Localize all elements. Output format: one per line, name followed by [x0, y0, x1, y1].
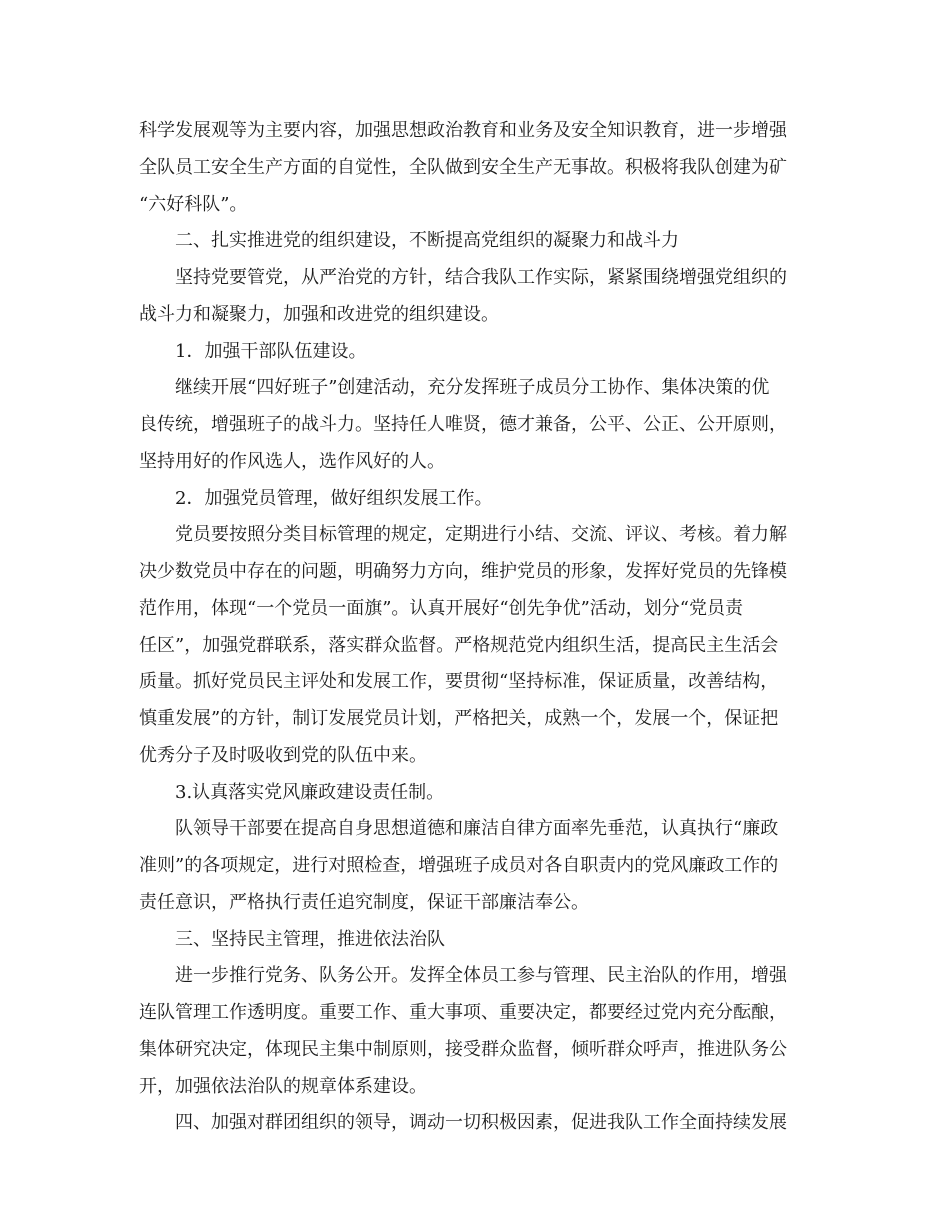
- text-line: 决少数党员中存在的问题，明确努力方向，维护党员的形象，发挥好党员的先锋模: [139, 561, 787, 582]
- text-line: 坚持党要管党，从严治党的方针，结合我队工作实际，紧紧围绕增强党组织的: [175, 267, 787, 288]
- text-line: 队领导干部要在提高自身思想道德和廉洁自律方面率先垂范，认真执行“廉政: [175, 818, 779, 839]
- text-line: 开，加强依法治队的规章体系建设。: [139, 1076, 427, 1097]
- text-line: 良传统，增强班子的战斗力。坚持任人唯贤，德才兼备，公平、公正、公开原则，: [139, 414, 787, 435]
- text-line: 科学发展观等为主要内容，加强思想政治教育和业务及安全知识教育，进一步增强: [139, 120, 787, 141]
- text-line: 优秀分子及时吸收到党的队伍中来。: [139, 745, 427, 766]
- text-line: 范作用，体现“一个党员一面旗”。认真开展好“创先争优”活动，划分“党员责: [139, 598, 744, 619]
- text-line: 继续开展“四好班子”创建活动，充分发挥班子成员分工协作、集体决策的优: [175, 377, 770, 398]
- section-heading: 四、加强对群团组织的领导，调动一切积极因素，促进我队工作全面持续发展: [175, 1112, 787, 1133]
- text-line: 连队管理工作透明度。重要工作、重大事项、重要决定，都要经过党内充分酝酿，: [139, 1002, 787, 1023]
- subsection-heading: 2．加强党员管理，做好组织发展工作。: [175, 488, 493, 509]
- text-line: 党员要按照分类目标管理的规定，定期进行小结、交流、评议、考核。着力解: [175, 524, 787, 545]
- text-line: 集体研究决定，体现民主集中制原则，接受群众监督，倾听群众呼声，推进队务公: [139, 1039, 787, 1060]
- text-line: “六好科队”。: [139, 194, 248, 215]
- text-line: 进一步推行党务、队务公开。发挥全体员工参与管理、民主治队的作用，增强: [175, 965, 787, 986]
- text-line: 全队员工安全生产方面的自觉性，全队做到安全生产无事故。积极将我队创建为矿: [139, 157, 787, 178]
- text-line: 慎重发展”的方针，制订发展党员计划，严格把关，成熟一个，发展一个，保证把: [139, 708, 779, 729]
- text-line: 准则”的各项规定，进行对照检查，增强班子成员对各自职责内的党风廉政工作的: [139, 855, 779, 876]
- text-line: 战斗力和凝聚力，加强和改进党的组织建设。: [139, 304, 499, 325]
- section-heading: 三、坚持民主管理，推进依法治队: [175, 929, 445, 950]
- text-line: 坚持用好的作风选人，选作风好的人。: [139, 451, 445, 472]
- text-line: 责任意识，严格执行责任追究制度，保证干部廉洁奉公。: [139, 892, 589, 913]
- text-line: 质量。抓好党员民主评处和发展工作，要贯彻“坚持标准，保证质量，改善结构，: [139, 671, 779, 692]
- subsection-heading: 3.认真落实党风廉政建设责任制。: [175, 782, 445, 803]
- subsection-heading: 1．加强干部队伍建设。: [175, 341, 367, 362]
- section-heading: 二、扎实推进党的组织建设，不断提高党组织的凝聚力和战斗力: [175, 230, 679, 251]
- text-line: 任区”，加强党群联系，落实群众监督。严格规范党内组织生活，提高民主生活会: [139, 635, 779, 656]
